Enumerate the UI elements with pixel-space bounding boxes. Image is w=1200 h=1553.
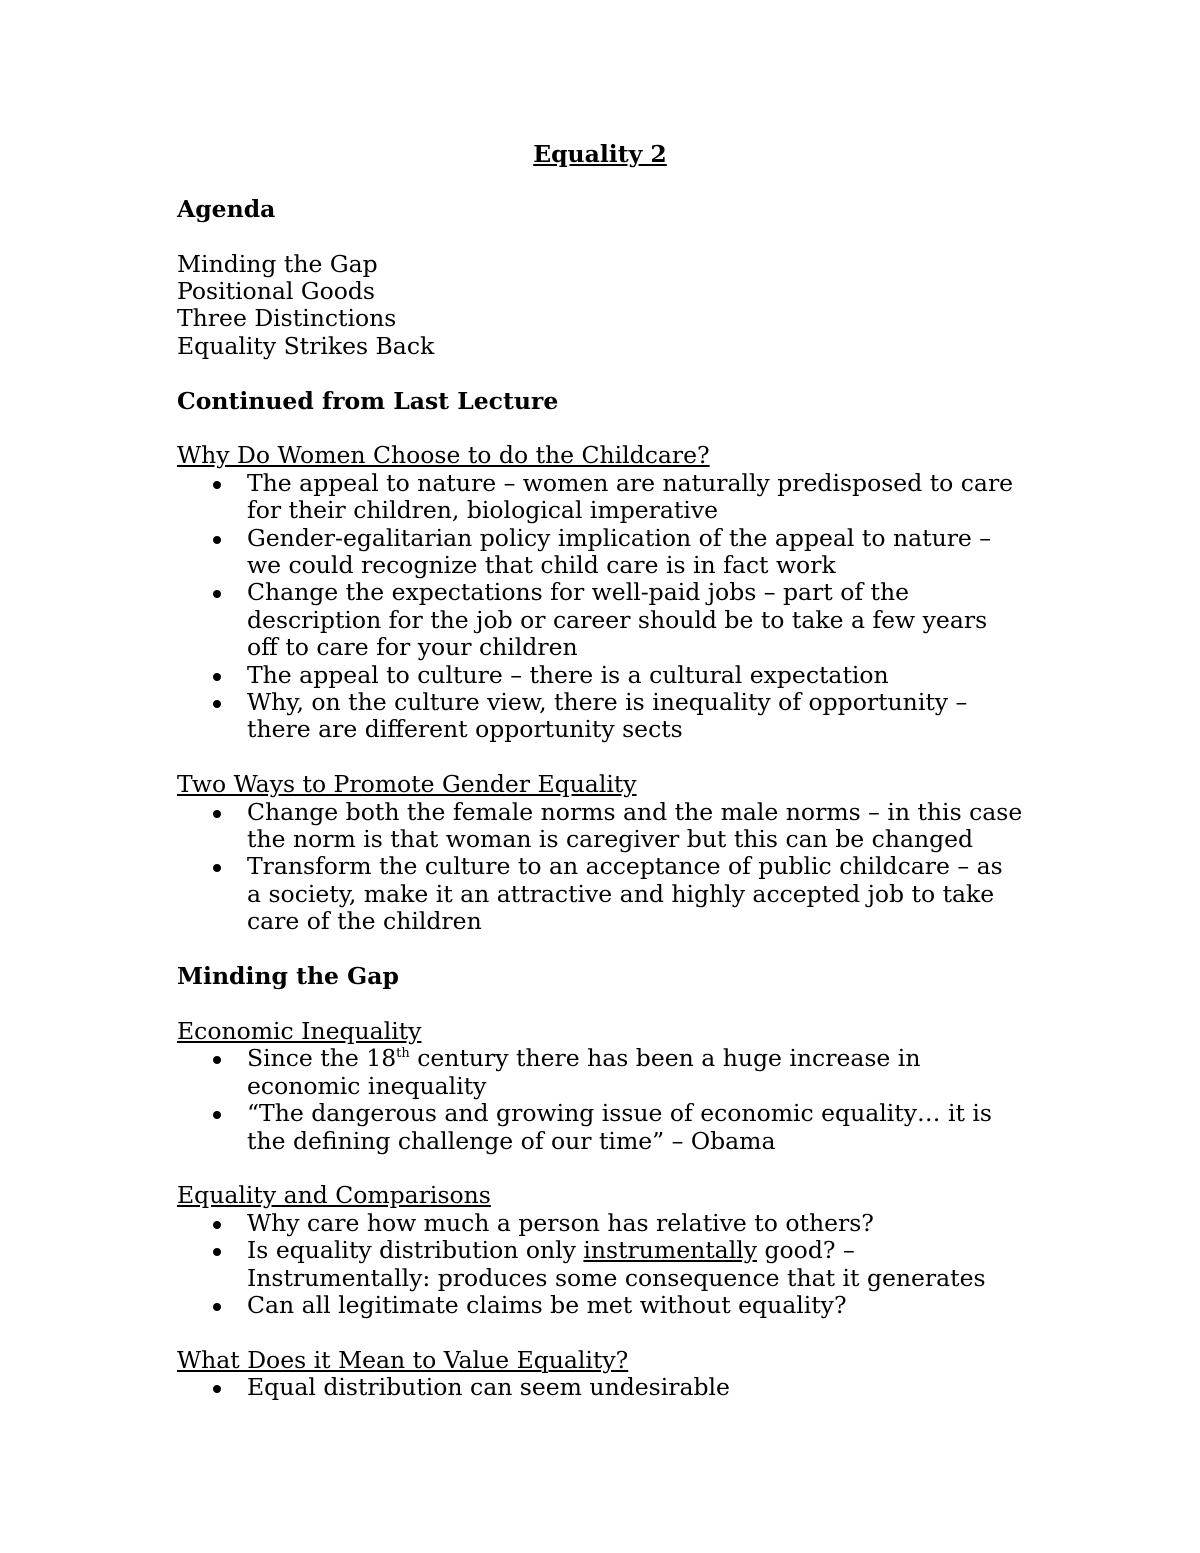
agenda-item: Minding the Gap (177, 249, 378, 278)
agenda-item: Three Distinctions (177, 304, 397, 333)
bullet-icon (213, 1385, 221, 1393)
section-heading-minding-gap: Minding the Gap (177, 962, 399, 991)
bullet-item: Gender-egalitarian policy implication of the appeal to nature – we could recognize that child care is in fact work (177, 525, 1047, 580)
bullet-item: Why care how much a person has relative to others? (177, 1210, 1047, 1237)
document-body (177, 141, 1047, 1402)
bullet-icon (213, 810, 221, 818)
document-title: Equality 2 (533, 140, 667, 168)
subheading-two-ways: Two Ways to Promote Gender Equality (177, 770, 637, 799)
section-heading-continued: Continued from Last Lecture (177, 386, 559, 415)
bullet-icon (213, 536, 221, 544)
bullet-icon (213, 1221, 221, 1229)
bullet-icon (213, 1303, 221, 1311)
bullet-list (177, 1210, 1047, 1320)
subheading-economic-inequality: Economic Inequality (177, 1016, 422, 1045)
bullet-list (177, 799, 1047, 936)
bullet-icon (213, 864, 221, 872)
bullet-list (177, 1374, 1047, 1401)
bullet-icon (213, 1111, 221, 1119)
bullet-list (177, 1045, 1047, 1155)
bullet-item: Change both the female norms and the male norms – in this case the norm is that woman is caregiver but this can be changed (177, 799, 1047, 854)
bullet-item: Is equality distribution only instrumentally good? – Instrumentally: produces some consequence that it generates (177, 1237, 1047, 1292)
bullet-icon (213, 1056, 221, 1064)
bullet-item: Change the expectations for well-paid jobs – part of the description for the job or career should be to take a few years off to care for your children (177, 579, 1047, 661)
subheading-why-women: Why Do Women Choose to do the Childcare? (177, 441, 710, 470)
bullet-item: Transform the culture to an acceptance of public childcare – as a society, make it an attractive and highly accepted job to take care of the children (177, 853, 1047, 935)
agenda-heading: Agenda (177, 194, 276, 223)
bullet-icon (213, 700, 221, 708)
bullet-item: The appeal to nature – women are naturally predisposed to care for their children, biological imperative (177, 470, 1047, 525)
bullet-item: Equal distribution can seem undesirable (177, 1374, 1047, 1401)
bullet-item: “The dangerous and growing issue of economic equality… it is the defining challenge of our time” – Obama (177, 1100, 1047, 1155)
bullet-icon (213, 481, 221, 489)
agenda-item: Positional Goods (177, 277, 375, 305)
subheading-equality-comparisons: Equality and Comparisons (177, 1181, 491, 1210)
bullet-item: Why, on the culture view, there is inequality of opportunity – there are different opportunity sects (177, 689, 1047, 744)
bullet-item: Can all legitimate claims be met without equality? (177, 1292, 1047, 1319)
bullet-item: The appeal to culture – there is a cultural expectation (177, 662, 1047, 689)
bullet-list (177, 470, 1047, 744)
bullet-item: Since the 18th century there has been a huge increase in economic inequality (177, 1045, 1047, 1100)
subheading-value-equality: What Does it Mean to Value Equality? (177, 1345, 629, 1374)
bullet-icon (213, 1248, 221, 1256)
agenda-item: Equality Strikes Back (177, 331, 435, 360)
bullet-icon (213, 673, 221, 681)
bullet-icon (213, 590, 221, 598)
